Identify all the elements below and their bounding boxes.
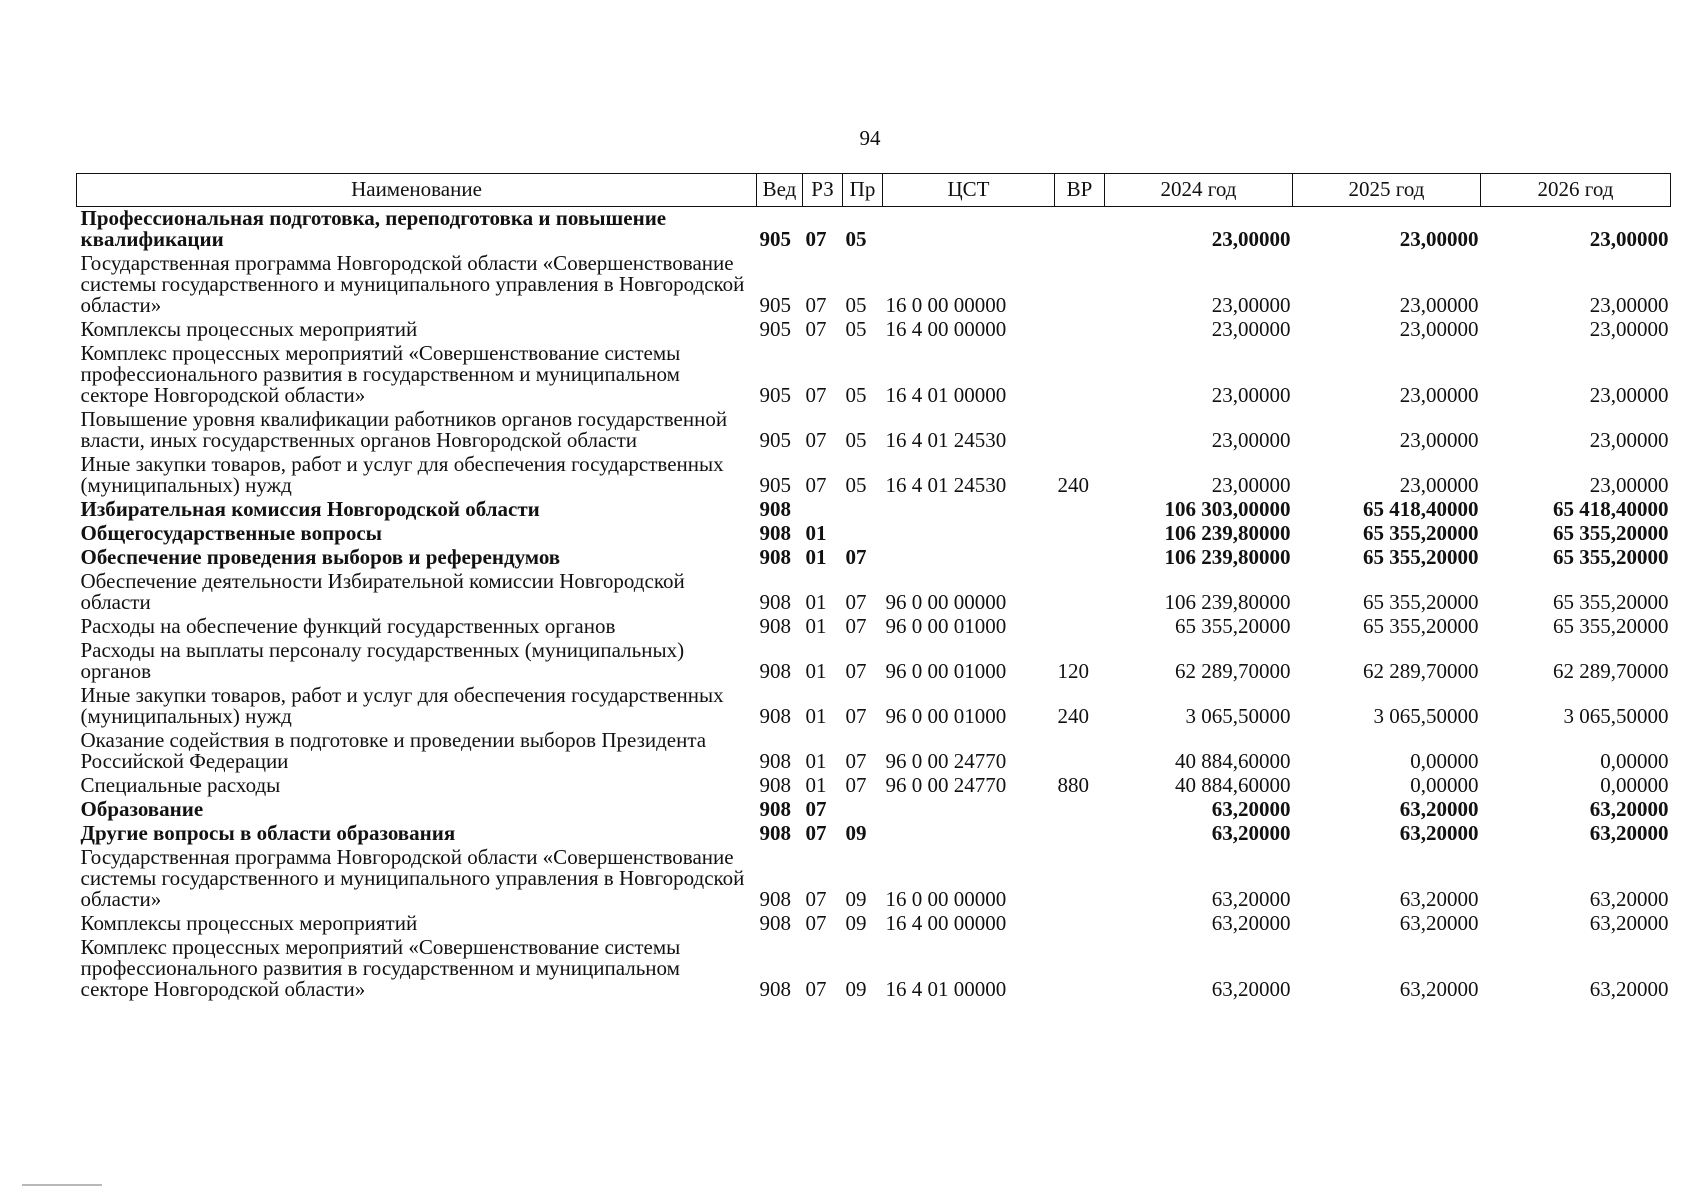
cell-y2024: 63,20000 [1211,887,1291,911]
cell-y2025: 65 355,20000 [1363,521,1479,545]
cell-name: Специальные расходы [80,773,281,797]
cell-y2024: 106 239,80000 [1164,521,1291,545]
cell-cst: 16 4 00 00000 [885,317,1007,341]
cell-y2024: 40 884,60000 [1175,749,1291,773]
cell-pr: 09 [845,887,867,911]
table-row [77,936,1671,1002]
cell-y2026: 63,20000 [1589,887,1669,911]
cell-y2024: 106 239,80000 [1164,545,1291,569]
cell-y2026: 23,00000 [1589,293,1669,317]
header-2025: 2025 год [1293,174,1481,207]
cell-ved: 908 [759,797,791,821]
cell-vr [1055,936,1105,1002]
cell-name: Повышение уровня квалификации работников органов государственной власти, иных государственных органов Новгородской области [80,407,728,452]
cell-y2026: 63,20000 [1589,977,1669,1001]
cell-y2024: 3 065,50000 [1185,704,1291,728]
cell-name: Комплекс процессных мероприятий «Совершенствование системы профессионального развития в государственном и муниципальном секторе Новгородской области» [80,341,681,407]
cell-y2025: 65 418,40000 [1363,497,1479,521]
table-row [77,912,1671,936]
cell-cst [883,498,1055,522]
cell-name: Образование [80,797,204,821]
cell-rz: 01 [805,749,827,773]
cell-ved: 908 [759,704,791,728]
header-cst: ЦСТ [883,174,1055,207]
cell-rz: 07 [805,428,827,452]
cell-pr: 05 [845,473,867,497]
header-name: Наименование [77,174,757,207]
cell-rz: 07 [805,821,827,845]
cell-name: Избирательная комиссия Новгородской области [80,497,540,521]
cell-pr [843,798,883,822]
table-row [77,570,1671,615]
cell-cst: 16 4 01 24530 [885,473,1007,497]
cell-vr: 880 [1057,773,1089,797]
cell-ved: 908 [759,659,791,683]
cell-y2025: 65 355,20000 [1363,545,1479,569]
cell-y2024: 23,00000 [1211,473,1291,497]
cell-y2025: 65 355,20000 [1363,590,1479,614]
cell-y2025: 23,00000 [1399,293,1479,317]
cell-pr: 07 [845,590,867,614]
cell-y2026: 63,20000 [1589,821,1669,845]
cell-vr: 240 [1057,473,1089,497]
cell-y2026: 23,00000 [1589,428,1669,452]
cell-vr: 240 [1057,704,1089,728]
cell-y2024: 63,20000 [1211,977,1291,1001]
cell-y2025: 3 065,50000 [1373,704,1479,728]
cell-y2024: 63,20000 [1211,821,1291,845]
cell-y2026: 0,00000 [1600,749,1669,773]
table-row [77,408,1671,453]
cell-name: Государственная программа Новгородской области «Совершенствование системы государственного и муниципального управления в Новгородской области» [80,845,745,911]
cell-ved: 905 [759,227,791,251]
cell-name: Иные закупки товаров, работ и услуг для обеспечения государственных (муниципальных) нужд [80,683,724,728]
scan-artifact [22,1184,102,1186]
cell-vr [1055,546,1105,570]
table-row [77,546,1671,570]
table-row [77,498,1671,522]
cell-y2025: 63,20000 [1399,797,1479,821]
table-row [77,252,1671,318]
cell-vr [1055,912,1105,936]
table-row [77,684,1671,729]
cell-name: Комплексы процессных мероприятий [80,317,418,341]
cell-y2026: 62 289,70000 [1553,659,1669,683]
cell-pr: 05 [845,428,867,452]
cell-rz: 07 [805,317,827,341]
cell-rz: 01 [805,590,827,614]
cell-y2024: 23,00000 [1211,428,1291,452]
cell-rz: 01 [805,545,827,569]
cell-y2026: 63,20000 [1589,797,1669,821]
cell-cst [883,822,1055,846]
cell-rz: 07 [805,293,827,317]
cell-cst [883,207,1055,253]
cell-y2024: 23,00000 [1211,227,1291,251]
cell-cst: 96 0 00 01000 [885,659,1007,683]
cell-y2026: 23,00000 [1589,383,1669,407]
table-row [77,774,1671,798]
header-2024: 2024 год [1105,174,1293,207]
cell-rz: 01 [805,773,827,797]
cell-cst: 96 0 00 24770 [885,773,1007,797]
cell-pr: 09 [845,821,867,845]
cell-ved: 908 [759,614,791,638]
cell-pr: 05 [845,227,867,251]
cell-rz: 07 [805,797,827,821]
cell-cst: 16 4 01 24530 [885,428,1007,452]
table-row [77,207,1671,253]
budget-table [76,173,1671,1002]
cell-pr: 05 [845,383,867,407]
cell-y2025: 0,00000 [1410,749,1479,773]
table-header-row [77,174,1671,207]
cell-y2024: 106 239,80000 [1164,590,1291,614]
table-row [77,822,1671,846]
cell-vr [1055,252,1105,318]
cell-y2026: 65 355,20000 [1553,590,1669,614]
cell-ved: 908 [759,497,791,521]
cell-y2024: 40 884,60000 [1175,773,1291,797]
cell-y2025: 23,00000 [1399,383,1479,407]
cell-rz [803,498,843,522]
cell-vr: 120 [1057,659,1089,683]
cell-vr [1055,846,1105,912]
cell-cst: 96 0 00 24770 [885,749,1007,773]
cell-ved: 908 [759,887,791,911]
cell-name: Комплекс процессных мероприятий «Совершенствование системы профессионального развития в государственном и муниципальном секторе Новгородской области» [80,935,681,1001]
cell-rz: 07 [805,911,827,935]
cell-ved: 908 [759,821,791,845]
cell-ved: 908 [759,977,791,1001]
cell-y2026: 63,20000 [1589,911,1669,935]
cell-cst [883,522,1055,546]
cell-y2026: 23,00000 [1589,317,1669,341]
cell-pr: 07 [845,704,867,728]
cell-y2025: 0,00000 [1410,773,1479,797]
cell-name: Комплексы процессных мероприятий [80,911,418,935]
cell-name: Государственная программа Новгородской области «Совершенствование системы государственного и муниципального управления в Новгородской области» [80,251,745,317]
cell-ved: 908 [759,749,791,773]
cell-rz: 07 [805,887,827,911]
cell-name: Расходы на обеспечение функций государственных органов [80,614,616,638]
cell-rz: 07 [805,383,827,407]
cell-vr [1055,798,1105,822]
cell-y2026: 3 065,50000 [1563,704,1669,728]
cell-rz: 01 [805,521,827,545]
cell-y2026: 23,00000 [1589,473,1669,497]
cell-vr [1055,318,1105,342]
cell-rz: 01 [805,659,827,683]
cell-cst [883,546,1055,570]
cell-cst: 96 0 00 01000 [885,704,1007,728]
page-number: 94 [859,126,881,150]
cell-rz: 01 [805,704,827,728]
cell-rz: 07 [805,227,827,251]
cell-ved: 908 [759,545,791,569]
cell-cst: 16 4 01 00000 [885,383,1007,407]
cell-ved: 905 [759,317,791,341]
table-row [77,342,1671,408]
cell-y2026: 65 355,20000 [1553,614,1669,638]
cell-y2024: 23,00000 [1211,317,1291,341]
cell-pr: 09 [845,977,867,1001]
cell-cst: 16 4 00 00000 [885,911,1007,935]
cell-y2025: 63,20000 [1399,911,1479,935]
cell-cst: 16 0 00 00000 [885,887,1007,911]
cell-vr [1055,822,1105,846]
cell-vr [1055,408,1105,453]
cell-pr: 07 [845,545,867,569]
table-row [77,729,1671,774]
cell-ved: 905 [759,428,791,452]
cell-ved: 908 [759,521,791,545]
header-ved: Вед [757,174,803,207]
cell-vr [1055,615,1105,639]
cell-name: Другие вопросы в области образования [80,821,456,845]
header-2026: 2026 год [1481,174,1671,207]
cell-cst: 96 0 00 00000 [885,590,1007,614]
cell-name: Общегосударственные вопросы [80,521,383,545]
cell-ved: 905 [759,293,791,317]
cell-pr [843,522,883,546]
cell-y2024: 106 303,00000 [1164,497,1291,521]
cell-y2025: 62 289,70000 [1363,659,1479,683]
cell-y2024: 23,00000 [1211,383,1291,407]
cell-y2026: 65 355,20000 [1553,545,1669,569]
cell-y2024: 23,00000 [1211,293,1291,317]
table-row [77,846,1671,912]
cell-vr [1055,498,1105,522]
cell-name: Иные закупки товаров, работ и услуг для обеспечения государственных (муниципальных) нужд [80,452,724,497]
table-row [77,522,1671,546]
table-row [77,615,1671,639]
cell-rz: 01 [805,614,827,638]
cell-ved: 908 [759,590,791,614]
cell-vr [1055,522,1105,546]
cell-y2024: 62 289,70000 [1175,659,1291,683]
cell-y2026: 65 355,20000 [1553,521,1669,545]
cell-rz: 07 [805,473,827,497]
cell-pr: 07 [845,749,867,773]
cell-pr: 05 [845,317,867,341]
cell-ved: 905 [759,383,791,407]
cell-vr [1055,207,1105,253]
cell-y2026: 65 418,40000 [1553,497,1669,521]
header-vr: ВР [1055,174,1105,207]
cell-ved: 908 [759,773,791,797]
cell-pr: 07 [845,773,867,797]
header-rz: РЗ [803,174,843,207]
header-pr: Пр [843,174,883,207]
cell-cst: 96 0 00 01000 [885,614,1007,638]
cell-pr: 05 [845,293,867,317]
cell-cst: 16 0 00 00000 [885,293,1007,317]
cell-vr [1055,570,1105,615]
table-body [77,207,1671,1003]
cell-y2025: 23,00000 [1399,428,1479,452]
cell-name: Оказание содействия в подготовке и проведении выборов Президента Российской Федерации [80,728,707,773]
cell-pr [843,498,883,522]
table-row [77,639,1671,684]
cell-name: Расходы на выплаты персоналу государственных (муниципальных) органов [80,638,685,683]
cell-vr [1055,342,1105,408]
cell-y2025: 23,00000 [1399,473,1479,497]
cell-pr: 09 [845,911,867,935]
table-row [77,318,1671,342]
cell-name: Профессиональная подготовка, переподготовка и повышение квалификации [80,206,667,251]
cell-y2025: 63,20000 [1399,977,1479,1001]
table-row [77,798,1671,822]
cell-y2025: 63,20000 [1399,821,1479,845]
cell-name: Обеспечение проведения выборов и референдумов [80,545,561,569]
cell-rz: 07 [805,977,827,1001]
cell-y2025: 63,20000 [1399,887,1479,911]
table-row [77,453,1671,498]
cell-y2026: 23,00000 [1589,227,1669,251]
cell-y2025: 65 355,20000 [1363,614,1479,638]
cell-y2025: 23,00000 [1399,317,1479,341]
cell-y2024: 65 355,20000 [1175,614,1291,638]
cell-y2026: 0,00000 [1600,773,1669,797]
cell-ved: 908 [759,911,791,935]
cell-y2024: 63,20000 [1211,911,1291,935]
cell-vr [1055,729,1105,774]
cell-cst: 16 4 01 00000 [885,977,1007,1001]
cell-name: Обеспечение деятельности Избирательной комиссии Новгородской области [80,569,685,614]
cell-y2024: 63,20000 [1211,797,1291,821]
cell-y2025: 23,00000 [1399,227,1479,251]
cell-cst [883,798,1055,822]
cell-pr: 07 [845,659,867,683]
cell-pr: 07 [845,614,867,638]
cell-ved: 905 [759,473,791,497]
